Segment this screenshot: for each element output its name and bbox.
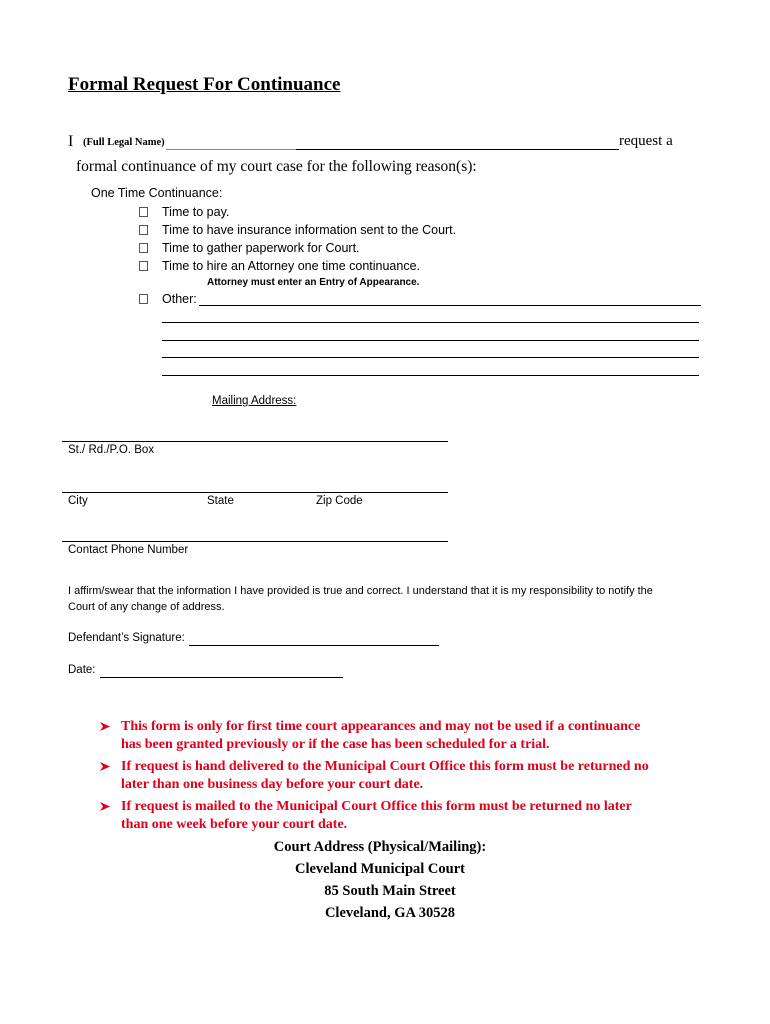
checkbox-other[interactable]: [139, 294, 148, 304]
notice-2-line-1: If request is hand delivered to the Municipal Court Office this form must be returned no: [121, 759, 649, 774]
notice-1-line-2: has been granted previously or if the case has been scheduled for a trial.: [121, 737, 550, 752]
date-field[interactable]: [100, 677, 343, 678]
street-field[interactable]: [62, 441, 448, 442]
option-label: Time to pay.: [162, 205, 230, 219]
page-title: Formal Request For Continuance: [68, 74, 341, 95]
other-label: Other:: [162, 292, 197, 306]
other-field-line-1[interactable]: [199, 305, 701, 306]
arrow-bullet-icon: [99, 721, 111, 732]
checkbox-insurance[interactable]: [139, 225, 148, 235]
notice-3-line-2: than one week before your court date.: [121, 817, 348, 832]
full-name-field[interactable]: [296, 149, 619, 150]
intro-i: I: [68, 133, 74, 150]
city-state-zip-field[interactable]: [62, 492, 448, 493]
court-street: 85 South Main Street: [324, 883, 456, 899]
other-field-line-2[interactable]: [162, 322, 699, 323]
continuance-line: formal continuance of my court case for the following reason(s):: [76, 158, 477, 175]
court-city: Cleveland, GA 30528: [324, 905, 456, 921]
court-name: Cleveland Municipal Court: [295, 861, 465, 877]
notice-3-line-1: If request is mailed to the Municipal Court Office this form must be returned no later: [121, 799, 632, 814]
checkbox-attorney[interactable]: [139, 261, 148, 271]
signature-label: Defendant’s Signature:: [68, 632, 185, 644]
mailing-heading: Mailing Address:: [212, 395, 297, 407]
phone-field[interactable]: [62, 541, 448, 542]
street-label: St./ Rd./P.O. Box: [68, 444, 155, 456]
court-address-heading: Court Address (Physical/Mailing):: [273, 839, 487, 855]
notice-1-line-1: This form is only for first time court appearances and may not be used if a continuance: [121, 719, 641, 734]
affirm-line-2: Court of any change of address.: [68, 601, 225, 613]
checkbox-time-to-pay[interactable]: [139, 207, 148, 217]
option-label: Time to gather paperwork for Court.: [162, 241, 360, 255]
other-field-line-5[interactable]: [162, 375, 699, 376]
notice-2-line-2: later than one business day before your court date.: [121, 777, 424, 792]
option-label: Time to have insurance information sent to the Court.: [162, 223, 457, 237]
date-label: Date:: [68, 664, 96, 676]
other-field-line-3[interactable]: [162, 340, 699, 341]
affirm-line-1: I affirm/swear that the information I have provided is true and correct. I understand that it is my responsibility to notify the: [68, 585, 653, 597]
arrow-bullet-icon: [99, 761, 111, 772]
one-time-heading: One Time Continuance:: [91, 186, 223, 200]
city-label: City: [68, 495, 88, 507]
zip-label: Zip Code: [316, 495, 363, 507]
request-a-text: request a: [619, 133, 673, 149]
state-label: State: [207, 495, 234, 507]
attorney-note: Attorney must enter an Entry of Appearance.: [207, 277, 420, 288]
other-field-line-4[interactable]: [162, 357, 699, 358]
signature-field[interactable]: [189, 645, 439, 646]
checkbox-paperwork[interactable]: [139, 243, 148, 253]
arrow-bullet-icon: [99, 801, 111, 812]
full-name-label: (Full Legal Name): [83, 137, 165, 148]
full-name-underline-a: [166, 149, 296, 150]
phone-label: Contact Phone Number: [68, 544, 189, 556]
option-label: Time to hire an Attorney one time continuance.: [162, 259, 421, 273]
